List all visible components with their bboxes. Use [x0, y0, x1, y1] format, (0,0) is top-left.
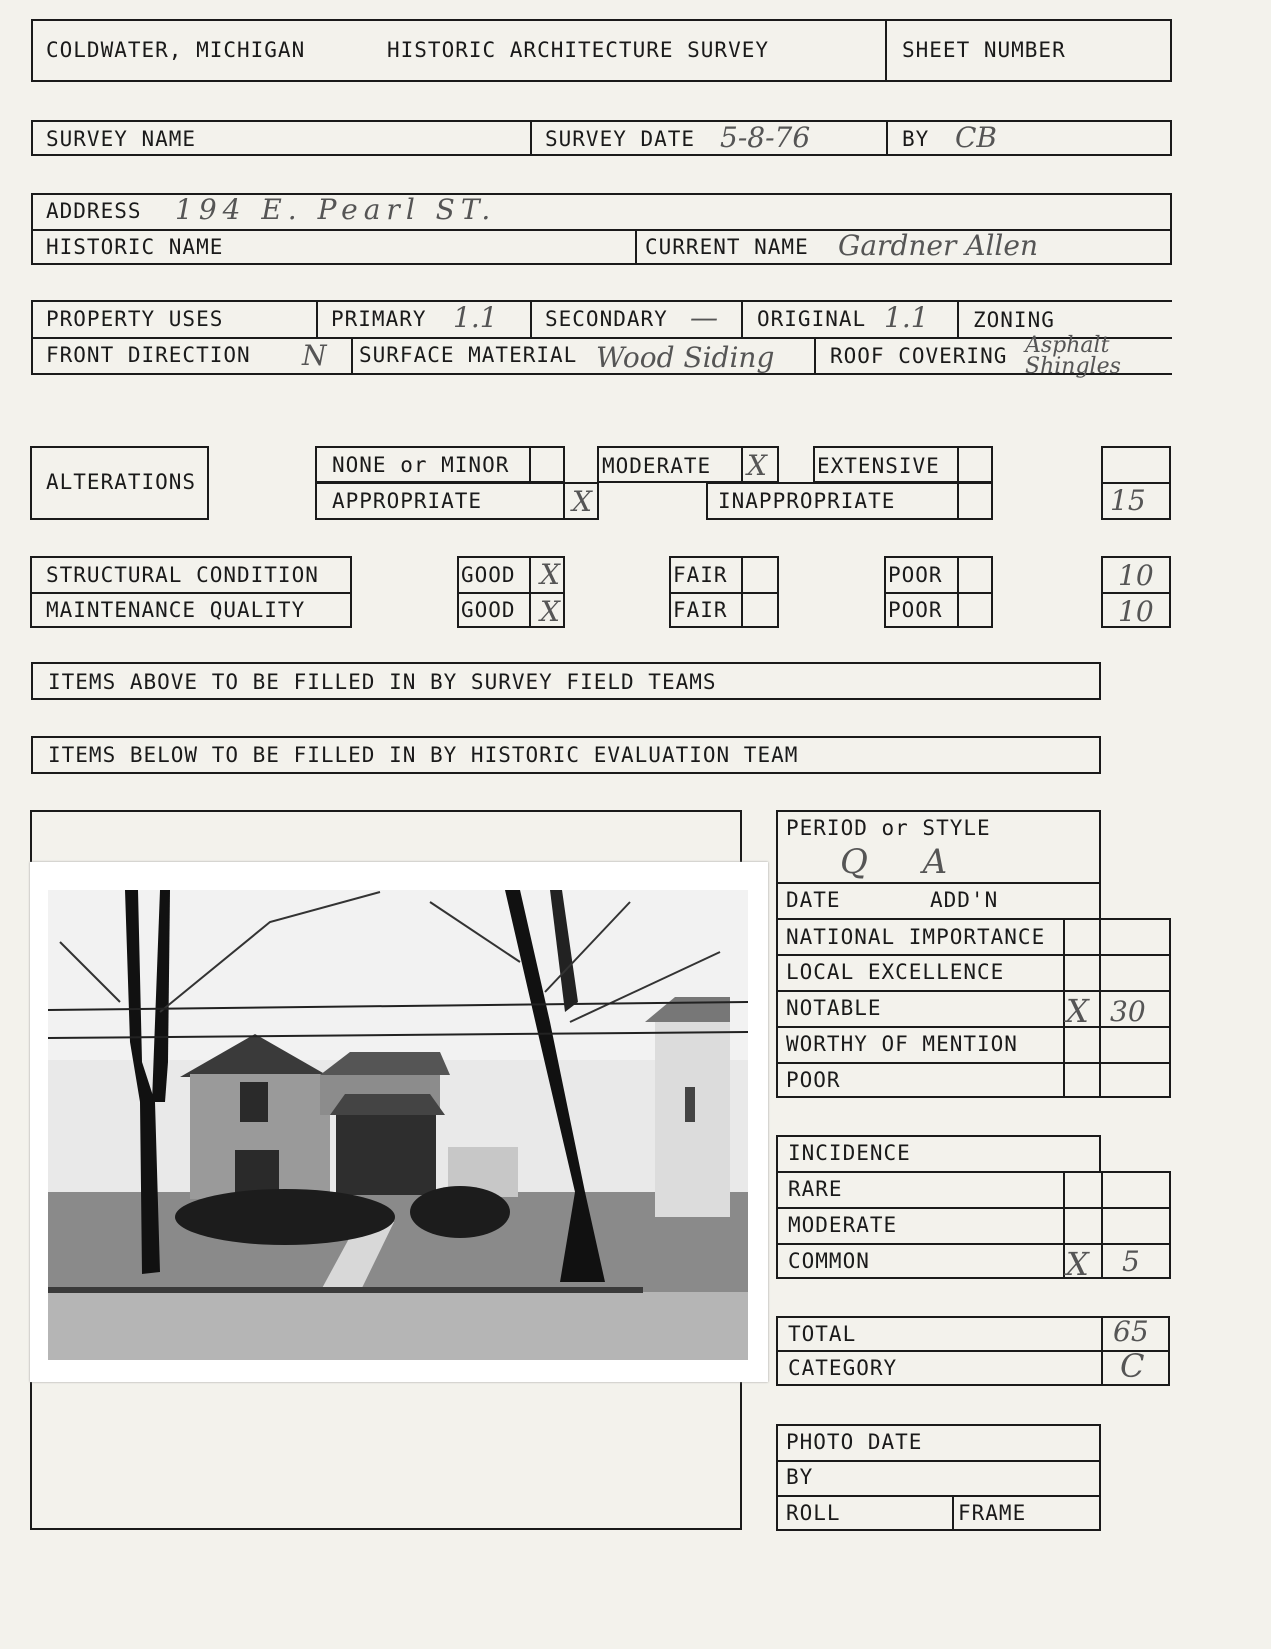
divider	[316, 300, 318, 337]
extensive-label: EXTENSIVE	[817, 454, 940, 478]
roof-covering-value-line2: Shingles	[1025, 354, 1121, 379]
common-score: 5	[1122, 1245, 1140, 1278]
current-name-label: CURRENT NAME	[645, 235, 809, 259]
divider	[669, 592, 779, 594]
original-value: 1.1	[884, 301, 929, 334]
structural-condition-label: STRUCTURAL CONDITION	[46, 563, 319, 587]
moderate-incidence-label: MODERATE	[788, 1213, 898, 1237]
photo-date-label: PHOTO DATE	[786, 1430, 923, 1454]
divider	[741, 446, 743, 483]
address-label: ADDRESS	[46, 199, 142, 223]
evaluation-team-note: ITEMS BELOW TO BE FILLED IN BY HISTORIC EVALUATION TEAM	[48, 743, 799, 767]
photo-by-label: BY	[786, 1465, 814, 1489]
house-photograph	[30, 862, 768, 1382]
alterations-score: 15	[1110, 484, 1146, 517]
house-photo-image	[30, 862, 768, 1382]
divider	[530, 300, 532, 337]
primary-value: 1.1	[453, 301, 498, 334]
divider	[776, 1062, 1171, 1064]
divider	[1101, 1171, 1103, 1279]
divider	[529, 556, 531, 628]
original-label: ORIGINAL	[757, 307, 867, 331]
front-direction-label: FRONT DIRECTION	[46, 343, 251, 367]
primary-label: PRIMARY	[331, 307, 427, 331]
moderate-label: MODERATE	[602, 454, 712, 478]
property-uses-label: PROPERTY USES	[46, 307, 224, 331]
maintenance-quality-label: MAINTENANCE QUALITY	[46, 598, 306, 622]
period-style-value: Q A	[840, 842, 970, 882]
maintenance-fair-label: FAIR	[673, 598, 728, 622]
divider	[952, 1495, 954, 1531]
divider	[776, 1495, 1101, 1497]
divider	[529, 446, 531, 483]
zoning-label: ZONING	[973, 308, 1055, 332]
survey-date-label: SURVEY DATE	[545, 127, 696, 151]
divider	[776, 1460, 1101, 1462]
roof-covering-value-line1: Asphalt	[1025, 333, 1110, 358]
divider	[1101, 592, 1171, 594]
notable-score: 30	[1110, 995, 1146, 1028]
secondary-value: —	[690, 301, 718, 334]
divider	[885, 19, 887, 82]
divider	[776, 1243, 1171, 1245]
divider	[457, 592, 565, 594]
city-label: COLDWATER, MICHIGAN	[46, 38, 306, 62]
date-label: DATE	[786, 888, 841, 912]
incidence-label: INCIDENCE	[788, 1141, 911, 1165]
divider	[530, 120, 532, 156]
alterations-label: ALTERATIONS	[46, 470, 197, 494]
frame-label: FRAME	[958, 1501, 1027, 1525]
surface-material-label: SURFACE MATERIAL	[359, 343, 578, 367]
notable-mark: X	[1066, 992, 1089, 1030]
divider	[957, 300, 959, 337]
roll-label: ROLL	[786, 1501, 841, 1525]
appropriate-label: APPROPRIATE	[332, 489, 483, 513]
survey-top-line	[31, 120, 1172, 122]
divider	[1101, 1316, 1103, 1386]
appropriate-mark: X	[572, 485, 592, 518]
form-title: HISTORIC ARCHITECTURE SURVEY	[387, 38, 770, 62]
survey-by-label: BY	[902, 127, 930, 151]
inappropriate-label: INAPPROPRIATE	[718, 489, 896, 513]
structural-score: 10	[1118, 559, 1154, 592]
front-direction-value: N	[302, 339, 327, 372]
survey-date-value: 5-8-76	[720, 121, 811, 154]
divider	[886, 120, 888, 156]
maintenance-good-mark: X	[540, 595, 560, 628]
current-name-value: Gardner Allen	[838, 229, 1038, 262]
divider	[741, 556, 743, 628]
national-importance-label: NATIONAL IMPORTANCE	[786, 925, 1046, 949]
moderate-mark: X	[747, 449, 767, 482]
common-label: COMMON	[788, 1249, 870, 1273]
field-teams-note: ITEMS ABOVE TO BE FILLED IN BY SURVEY FIELD TEAMS	[48, 670, 717, 694]
address-value: 194 E. Pearl ST.	[175, 193, 497, 226]
structural-good-label: GOOD	[461, 563, 516, 587]
poor-label: POOR	[786, 1068, 841, 1092]
surface-material-value: Wood Siding	[596, 341, 775, 374]
secondary-label: SECONDARY	[545, 307, 668, 331]
divider	[741, 300, 743, 337]
maintenance-good-label: GOOD	[461, 598, 516, 622]
maintenance-poor-label: POOR	[888, 598, 943, 622]
total-value: 65	[1113, 1315, 1149, 1348]
addn-label: ADD'N	[930, 888, 999, 912]
category-value: C	[1120, 1347, 1145, 1385]
divider	[776, 1207, 1171, 1209]
divider	[351, 337, 353, 375]
historic-name-label: HISTORIC NAME	[46, 235, 224, 259]
divider	[776, 990, 1171, 992]
divider	[957, 556, 959, 628]
structural-poor-label: POOR	[888, 563, 943, 587]
divider	[776, 954, 1171, 956]
rare-label: RARE	[788, 1177, 843, 1201]
divider	[563, 482, 565, 520]
structural-fair-label: FAIR	[673, 563, 728, 587]
local-excellence-label: LOCAL EXCELLENCE	[786, 960, 1005, 984]
common-mark: X	[1066, 1245, 1089, 1283]
divider	[635, 229, 637, 265]
divider	[30, 592, 352, 594]
none-minor-label: NONE or MINOR	[332, 453, 510, 477]
maintenance-score: 10	[1118, 595, 1154, 628]
divider	[1063, 1171, 1065, 1279]
divider	[957, 446, 959, 483]
structural-good-mark: X	[540, 558, 560, 591]
divider	[776, 882, 1101, 884]
divider	[957, 482, 959, 520]
roof-covering-label: ROOF COVERING	[830, 344, 1008, 368]
divider	[1063, 918, 1065, 1098]
category-label: CATEGORY	[788, 1356, 898, 1380]
worthy-of-mention-label: WORTHY OF MENTION	[786, 1032, 1018, 1056]
sheet-number-label: SHEET NUMBER	[902, 38, 1066, 62]
divider	[814, 337, 816, 375]
divider	[776, 1350, 1170, 1352]
survey-by-value: CB	[955, 121, 997, 154]
total-label: TOTAL	[788, 1322, 857, 1346]
divider	[884, 592, 993, 594]
notable-label: NOTABLE	[786, 996, 882, 1020]
period-style-label: PERIOD or STYLE	[786, 816, 991, 840]
survey-name-label: SURVEY NAME	[46, 127, 197, 151]
divider	[31, 337, 1172, 339]
